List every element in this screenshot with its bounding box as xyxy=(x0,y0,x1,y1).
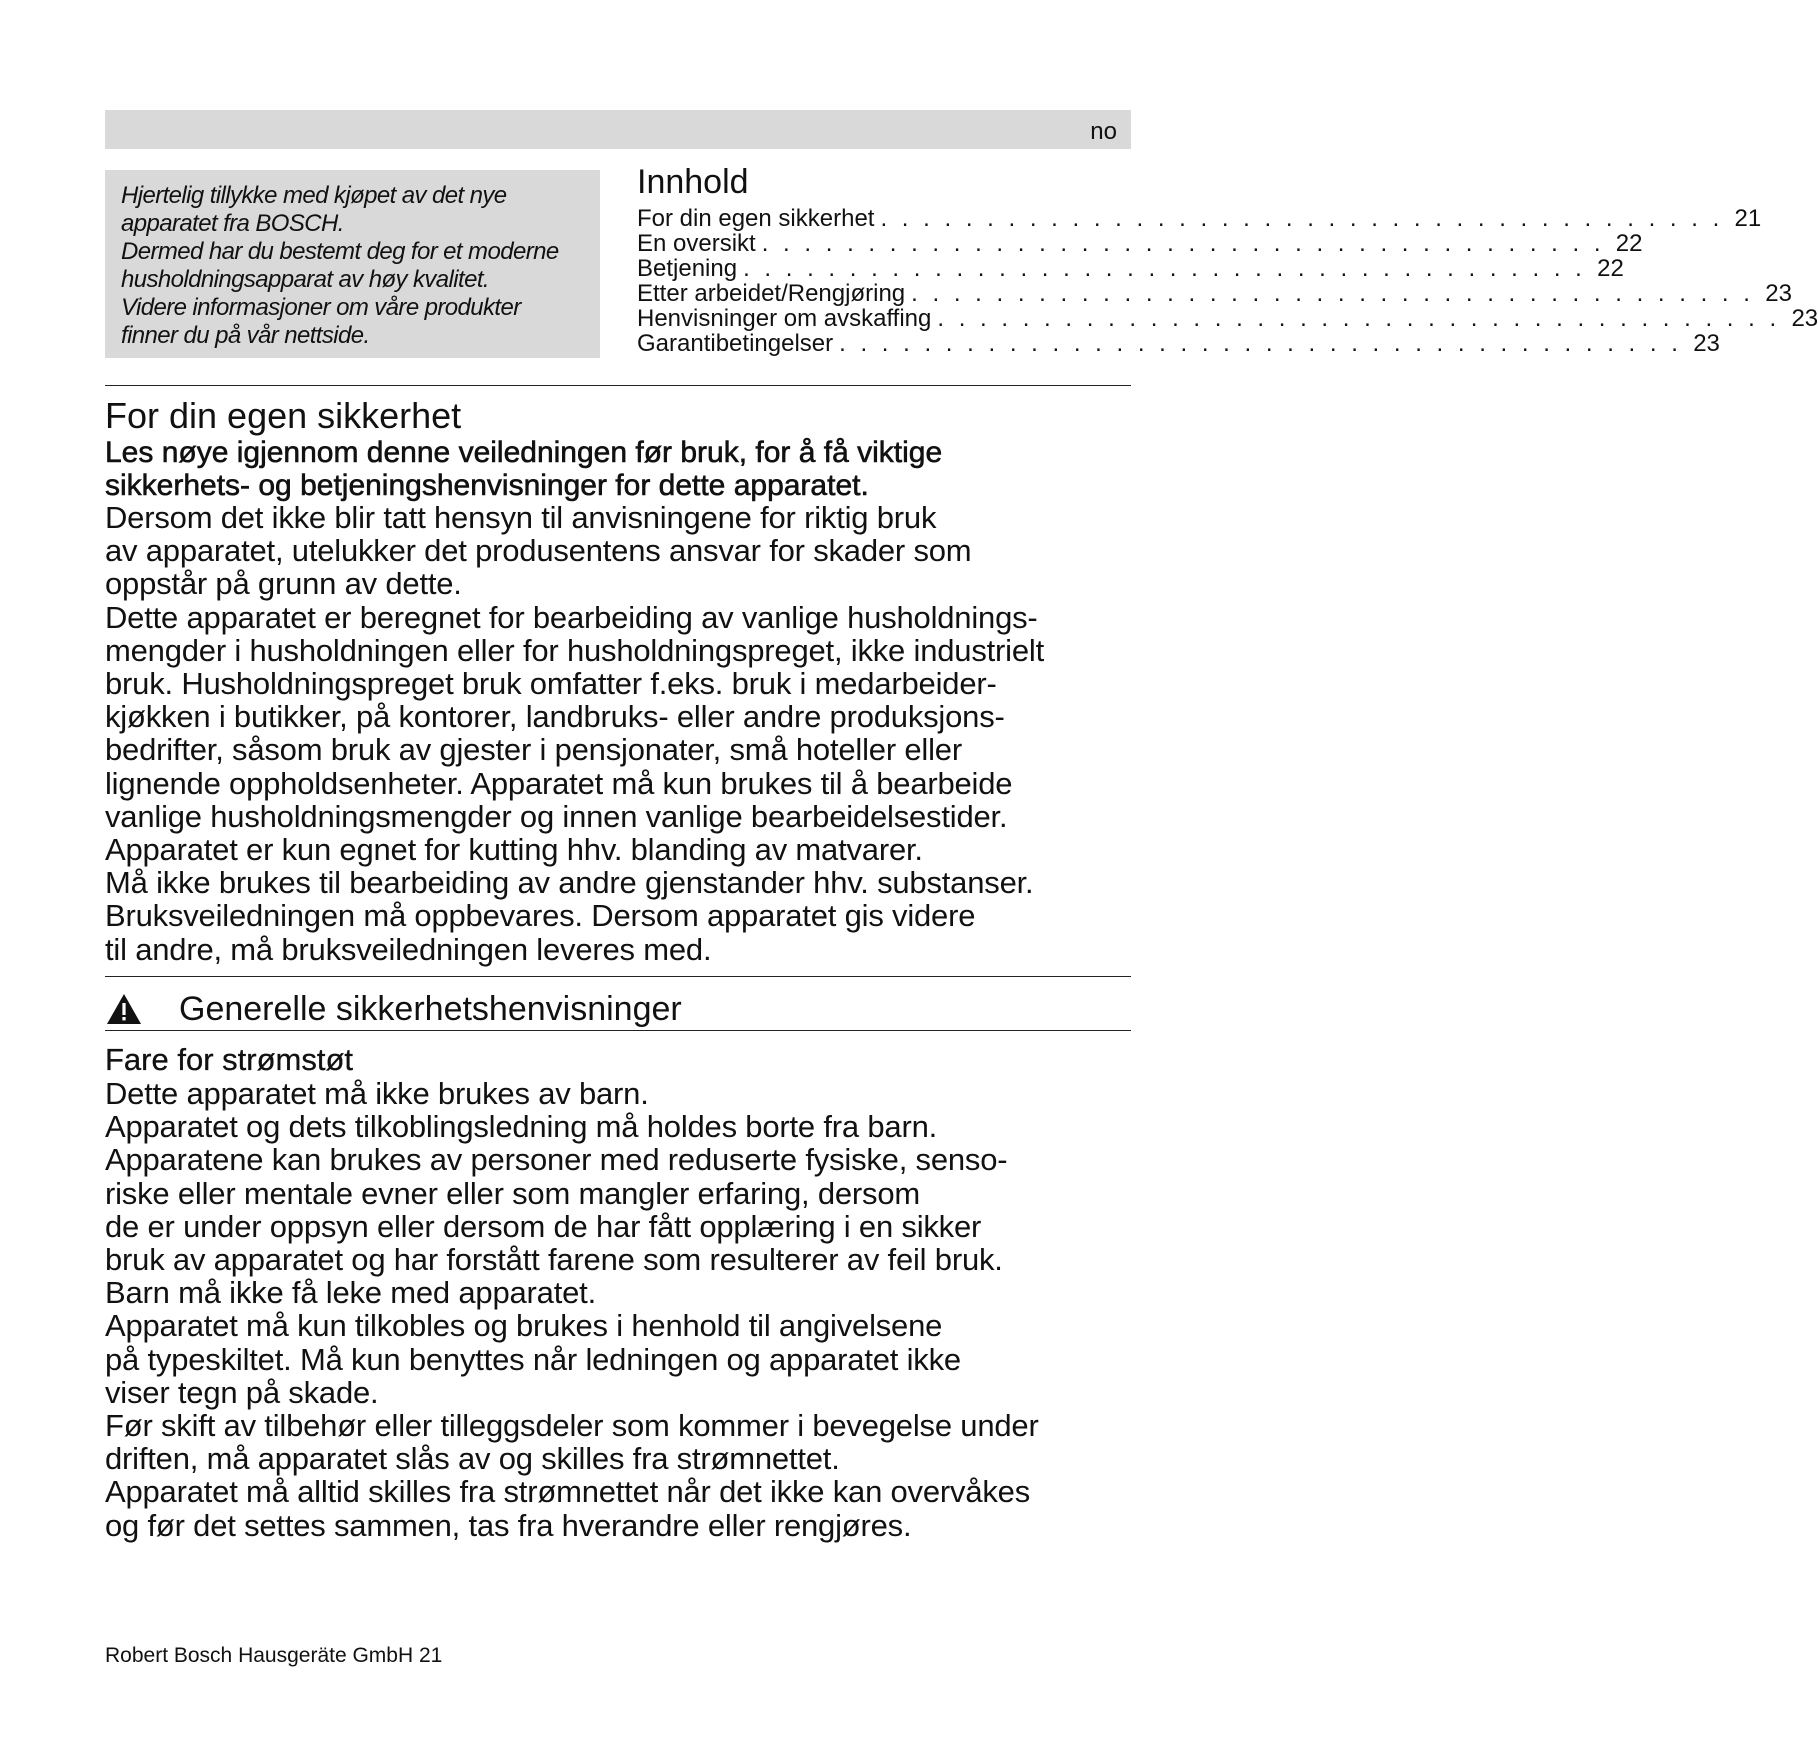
intro-line: Hjertelig tillykke med kjøpet av det nye xyxy=(121,182,507,209)
body-line: driften, må apparatet slås av og skilles fra strømnettet. xyxy=(105,1441,840,1477)
body-line: Før skift av tilbehør eller tilleggsdeler som kommer i bevegelse under xyxy=(105,1408,1039,1444)
intro-line: apparatet fra BOSCH. xyxy=(121,210,344,237)
toc-entry-page: 22 xyxy=(1597,255,1624,282)
toc-leader-dots: . . . . . . . . . . . . . . . . . . . . . . . . . . . . . . . . . . . . . . . . xyxy=(937,305,1781,332)
toc-entry-label: Betjening xyxy=(637,255,738,282)
toc-entry-safety[interactable] xyxy=(637,205,1762,232)
toc-entry-page: 23 xyxy=(1791,305,1818,332)
body-line: Apparatet må kun tilkobles og brukes i henhold til angivelsene xyxy=(105,1308,943,1344)
toc-entry-label: Henvisninger om avskaffing xyxy=(637,305,932,332)
intro-box xyxy=(105,170,600,358)
electric-shock-subtitle: Fare for strømstøt xyxy=(105,1042,353,1077)
body-line: Apparatet er kun egnet for kutting hhv. blanding av matvarer. xyxy=(105,832,923,868)
body-line: mengder i husholdningen eller for husholdningspreget, ikke industrielt xyxy=(105,632,1044,668)
safety-lead xyxy=(105,436,942,502)
section-divider xyxy=(105,976,1131,977)
language-code: no xyxy=(1090,118,1117,145)
body-line: Apparatene kan brukes av personer med reduserte fysiske, senso- xyxy=(105,1142,1008,1178)
body-line: de er under oppsyn eller dersom de har fått opplæring i en sikker xyxy=(105,1208,982,1244)
body-line: av apparatet, utelukker det produsentens ansvar for skader som xyxy=(105,533,972,569)
body-line: og før det settes sammen, tas fra hverandre eller rengjøres. xyxy=(105,1507,912,1543)
body-line: kjøkken i butikker, på kontorer, landbruks- eller andre produksjons- xyxy=(105,699,1005,735)
toc-leader-dots: . . . . . . . . . . . . . . . . . . . . . . . . . . . . . . . . . . . . . . . . xyxy=(880,205,1724,232)
body-line: til andre, må bruksveiledningen leveres med. xyxy=(105,931,712,967)
toc-entry-label: En oversikt xyxy=(637,230,756,257)
safety-body xyxy=(105,501,1044,966)
toc-entry-warranty[interactable] xyxy=(637,330,1720,357)
toc-entry-page: 22 xyxy=(1615,230,1643,257)
warning-triangle-icon xyxy=(105,992,143,1026)
toc-entry-label: Garantibetingelser xyxy=(637,330,834,357)
body-line: Dersom det ikke blir tatt hensyn til anvisningene for riktig bruk xyxy=(105,500,937,535)
section-title: For din egen sikkerhet xyxy=(105,395,462,436)
body-line: Barn må ikke få leke med apparatet. xyxy=(105,1275,596,1311)
page-footer: Robert Bosch Hausgeräte GmbH 21 xyxy=(105,1644,443,1667)
body-line: oppstår på grunn av dette. xyxy=(105,566,462,602)
section-divider xyxy=(105,1030,1131,1031)
body-line: Må ikke brukes til bearbeiding av andre gjenstander hhv. substanser. xyxy=(105,865,1034,901)
toc-entry-label: For din egen sikkerhet xyxy=(637,205,875,232)
table-of-contents xyxy=(637,162,1818,357)
toc-leader-dots: . . . . . . . . . . . . . . . . . . . . . . . . . . . . . . . . . . . . . . . . xyxy=(911,280,1754,307)
body-line: på typeskiltet. Må kun benyttes når ledningen og apparatet ikke xyxy=(105,1341,961,1377)
general-safety-heading xyxy=(105,988,682,1030)
body-line: Apparatet og dets tilkoblingsledning må holdes borte fra barn. xyxy=(105,1109,938,1145)
body-line: Bruksveiledningen må oppbevares. Dersom apparatet gis videre xyxy=(105,898,976,934)
intro-line: husholdningsapparat av høy kvalitet. xyxy=(121,266,489,293)
intro-line: Videre informasjoner om våre produkter xyxy=(121,294,521,321)
body-line: vanlige husholdningsmengder og innen vanlige bearbeidelsestider. xyxy=(105,798,1008,834)
body-line: riske eller mentale evner eller som mangler erfaring, dersom xyxy=(105,1175,920,1211)
toc-entry-page: 23 xyxy=(1765,280,1792,307)
toc-entry-overview[interactable] xyxy=(637,230,1643,257)
language-bar xyxy=(105,110,1131,149)
body-line: lignende oppholdsenheter. Apparatet må kun brukes til å bearbeide xyxy=(105,765,1013,801)
body-line: bedrifter, såsom bruk av gjester i pensjonater, små hoteller eller xyxy=(105,732,962,768)
lead-line: sikkerhets- og betjeningshenvisninger for dette apparatet. xyxy=(105,469,869,502)
lead-line: Les nøye igjennom denne veiledningen før bruk, for å få viktige xyxy=(105,436,943,469)
body-line: bruk av apparatet og har forstått farene som resulterer av feil bruk. xyxy=(105,1242,1003,1278)
body-line: Apparatet må alltid skilles fra strømnettet når det ikke kan overvåkes xyxy=(105,1474,1031,1510)
body-line: viser tegn på skade. xyxy=(105,1374,379,1410)
section-divider xyxy=(105,385,1131,386)
toc-leader-dots: . . . . . . . . . . . . . . . . . . . . . . . . . . . . . . . . . . . . . . . . xyxy=(839,330,1682,357)
intro-line: finner du på vår nettside. xyxy=(121,322,370,349)
toc-entry-label: Etter arbeidet/Rengjøring xyxy=(637,280,906,307)
toc-entry-operation[interactable] xyxy=(637,255,1624,282)
body-line: bruk. Husholdningspreget bruk omfatter f.eks. bruk i medarbeider- xyxy=(105,666,997,702)
intro-line: Dermed har du bestemt deg for et moderne xyxy=(121,238,559,265)
toc-entry-page: 23 xyxy=(1693,330,1720,357)
general-body xyxy=(105,1077,1039,1542)
toc-entry-page: 21 xyxy=(1734,205,1762,232)
body-line: Dette apparatet er beregnet for bearbeiding av vanlige husholdnings- xyxy=(105,599,1038,635)
toc-entry-cleaning[interactable] xyxy=(637,280,1792,307)
toc-leader-dots: . . . . . . . . . . . . . . . . . . . . . . . . . . . . . . . . . . . . . . . . xyxy=(743,255,1586,282)
body-line: Dette apparatet må ikke brukes av barn. xyxy=(105,1076,649,1111)
toc-leader-dots: . . . . . . . . . . . . . . . . . . . . . . . . . . . . . . . . . . . . . . . . xyxy=(761,230,1605,257)
toc-title: Innhold xyxy=(637,163,749,201)
toc-entry-disposal[interactable] xyxy=(637,305,1818,332)
general-safety-title: Generelle sikkerhetshenvisninger xyxy=(179,990,682,1028)
